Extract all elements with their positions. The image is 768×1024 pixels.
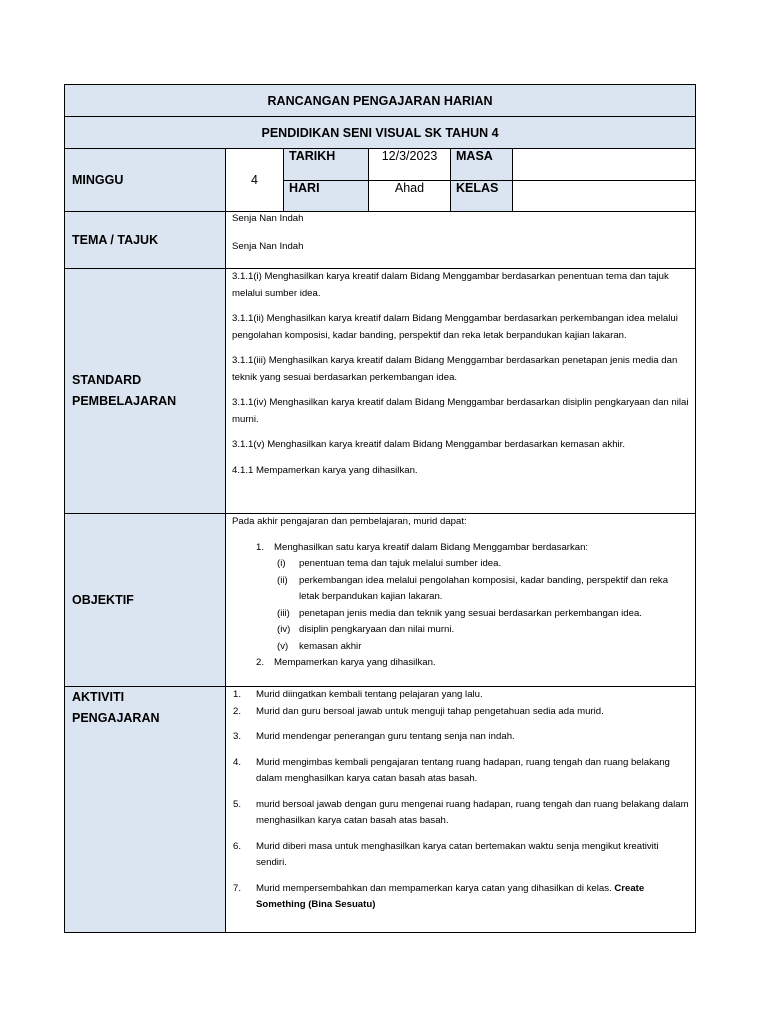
aktiviti-item-number: 4. — [233, 756, 242, 768]
aktiviti-item-text: Murid diingatkan kembali tentang pelajaran yang lalu. — [256, 689, 483, 700]
tarikh-value: 12/3/2023 — [369, 149, 451, 181]
masa-label: MASA — [451, 149, 513, 181]
aktiviti-item-bold-text: Create Something (Bina Sesuatu) — [256, 882, 645, 910]
aktiviti-item-number: 5. — [233, 798, 242, 810]
aktiviti-item-number: 6. — [233, 840, 242, 852]
sub-item-text: penetapan jenis media dan teknik yang sesuai berdasarkan perkembangan idea. — [299, 607, 642, 619]
sub-item-text: perkembangan idea melalui pengolahan komposisi, kadar banding, perspektif dan reka letak berpandukan kajian lakaran. — [299, 574, 669, 602]
page-subtitle: PENDIDIKAN SENI VISUAL SK TAHUN 4 — [65, 117, 696, 149]
aktiviti-item — [233, 704, 689, 721]
aktiviti-label-line1: AKTIVITI — [72, 690, 125, 704]
aktiviti-item-text: Murid mempersembahkan dan mempamerkan karya catan yang dihasilkan di kelas. — [256, 882, 615, 894]
tema-content — [226, 212, 696, 269]
standard-content — [226, 269, 696, 514]
aktiviti-item-text: Murid mengimbas kembali pengajaran tentang ruang hadapan, ruang tengah dan ruang belakang dalam menghasilkan karya catan basah atas basah. — [256, 756, 670, 784]
objektif-list — [232, 540, 689, 557]
kelas-value — [513, 181, 696, 212]
standard-item: 3.1.1(v) Menghasilkan karya kreatif dalam Bidang Menggambar berdasarkan kemasan akhir. — [232, 439, 626, 450]
aktiviti-item-number: 7. — [233, 882, 242, 894]
aktiviti-item-text: murid bersoal jawab dengan guru mengenai ruang hadapan, ruang tengah dan ruang belakang dalam menghasilkan karya catan basah atas basah. — [256, 798, 689, 826]
standard-label-line2: PEMBELAJARAN — [72, 394, 177, 408]
standard-label — [65, 269, 226, 514]
tema-line-2: Senja Nan Indah — [232, 241, 304, 252]
objektif-sub-item — [232, 606, 689, 623]
objektif-intro: Pada akhir pengajaran dan pembelajaran, murid dapat: — [232, 516, 467, 527]
standard-item: 3.1.1(ii) Menghasilkan karya kreatif dalam Bidang Menggambar berdasarkan perkembangan idea melalui pengolahan komposisi, kadar banding, perspektif dan reka letak berpandukan kajian lakaran. — [232, 313, 678, 341]
hari-label: HARI — [284, 181, 369, 212]
aktiviti-label — [65, 687, 226, 933]
aktiviti-item-text: Murid diberi masa untuk menghasilkan karya catan bertemakan waktu senja mengikut kreativiti sendiri. — [256, 840, 659, 868]
sub-item-number: (iii) — [277, 607, 290, 619]
minggu-label: MINGGU — [65, 149, 226, 212]
sub-item-text: penentuan tema dan tajuk melalui sumber idea. — [299, 558, 502, 569]
sub-item-text: disiplin pengkaryaan dan nilai murni. — [299, 624, 455, 635]
aktiviti-label-line2: PENGAJARAN — [72, 711, 160, 725]
sub-item-number: (ii) — [277, 574, 288, 586]
objektif-list-2 — [232, 655, 689, 672]
aktiviti-item — [233, 839, 689, 872]
objektif-sub-item — [232, 556, 689, 573]
objektif-sub-item — [232, 622, 689, 639]
aktiviti-list — [233, 687, 689, 914]
standard-item: 3.1.1(iii) Menghasilkan karya kreatif dalam Bidang Menggambar berdasarkan penetapan jenis media dan teknik yang sesuai berdasarkan perkembangan idea. — [232, 355, 678, 383]
hari-value: Ahad — [369, 181, 451, 212]
sub-item-number: (v) — [277, 640, 289, 652]
objektif-item-text: Mempamerkan karya yang dihasilkan. — [274, 657, 436, 668]
lesson-plan-document — [64, 84, 695, 933]
aktiviti-item-number: 3. — [233, 731, 242, 742]
sub-item-text: kemasan akhir — [299, 640, 362, 652]
standard-item: 4.1.1 Mempamerkan karya yang dihasilkan. — [232, 464, 418, 476]
objektif-sub-list — [232, 556, 689, 655]
sub-item-number: (i) — [277, 558, 286, 569]
standard-item: 3.1.1(iv) Menghasilkan karya kreatif dalam Bidang Menggambar berdasarkan disiplin pengkaryaan dan nilai murni. — [232, 397, 689, 425]
page-title: RANCANGAN PENGAJARAN HARIAN — [65, 85, 696, 117]
aktiviti-item-text: Murid mendengar penerangan guru tentang senja nan indah. — [256, 731, 515, 742]
masa-value — [513, 149, 696, 181]
objektif-item-number: 1. — [256, 541, 265, 553]
aktiviti-item — [233, 729, 689, 746]
tarikh-label: TARIKH — [284, 149, 369, 181]
objektif-item — [232, 540, 689, 557]
minggu-value: 4 — [226, 149, 284, 212]
aktiviti-item — [233, 755, 689, 788]
aktiviti-item-number: 2. — [233, 705, 242, 717]
aktiviti-item — [233, 687, 689, 704]
lesson-plan-table — [64, 84, 696, 933]
aktiviti-content — [226, 687, 696, 933]
standard-item: 3.1.1(i) Menghasilkan karya kreatif dalam Bidang Menggambar berdasarkan penentuan tema dan tajuk melalui sumber idea. — [232, 271, 669, 299]
objektif-item-number: 2. — [256, 657, 265, 668]
aktiviti-item — [233, 797, 689, 830]
standard-label-line1: STANDARD — [72, 373, 142, 387]
aktiviti-item-text: Murid dan guru bersoal jawab untuk menguji tahap pengetahuan sedia ada murid. — [256, 705, 604, 717]
tema-label: TEMA / TAJUK — [65, 212, 226, 269]
sub-item-number: (iv) — [277, 624, 291, 635]
tema-line-1: Senja Nan Indah — [232, 213, 304, 224]
kelas-label: KELAS — [451, 181, 513, 212]
objektif-label: OBJEKTIF — [65, 514, 226, 687]
objektif-sub-item — [232, 639, 689, 656]
aktiviti-item-number: 1. — [233, 689, 242, 700]
objektif-sub-item — [232, 573, 689, 606]
objektif-content — [226, 514, 696, 687]
objektif-item — [232, 655, 689, 672]
aktiviti-item — [233, 881, 689, 914]
objektif-item-text: Menghasilkan satu karya kreatif dalam Bidang Menggambar berdasarkan: — [274, 541, 589, 553]
